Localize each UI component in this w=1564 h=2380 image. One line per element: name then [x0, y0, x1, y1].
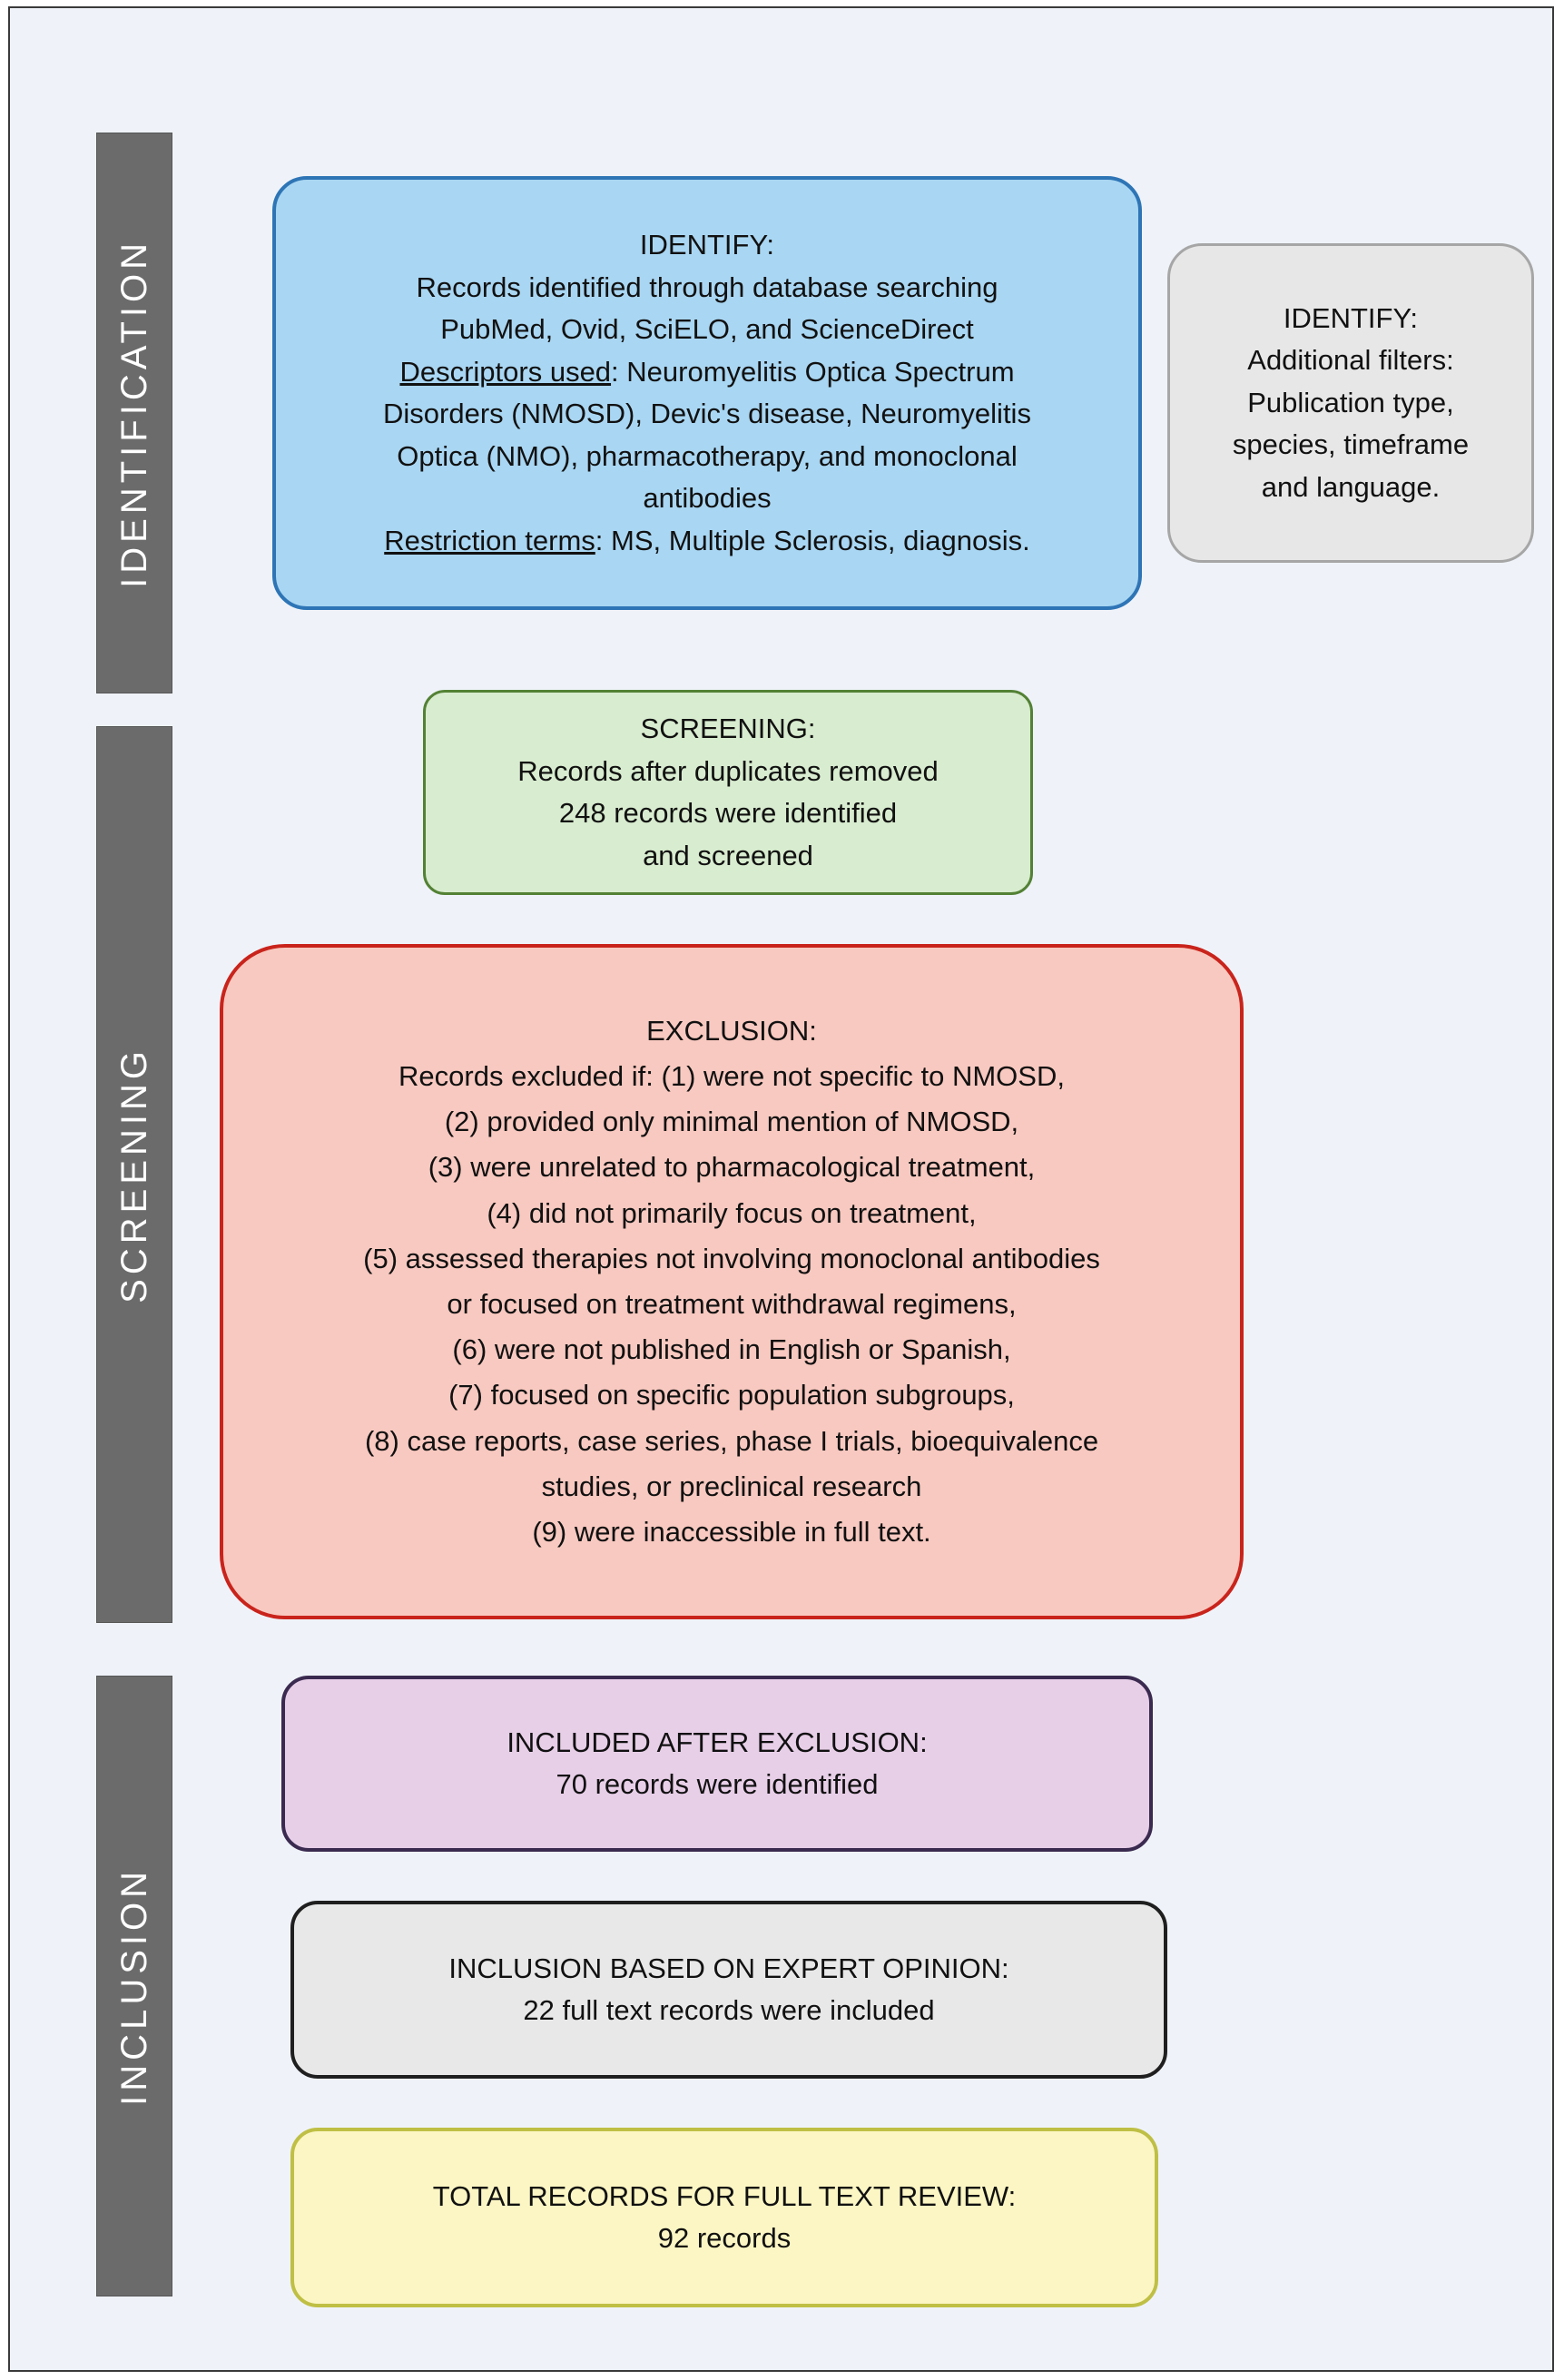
screening-box-line: Records after duplicates removed: [517, 754, 939, 787]
exclusion-item: (8) case reports, case series, phase I trials, bioequivalence: [364, 1424, 1099, 1457]
identify-box-line: antibodies: [643, 482, 772, 514]
screening-box: [423, 690, 1033, 895]
exclusion-item: (3) were unrelated to pharmacological treatment,: [428, 1151, 1036, 1184]
filters-box-line: and language.: [1261, 470, 1441, 503]
identify-box-line: Optica (NMO), pharmacotherapy, and monoclonal: [397, 439, 1018, 472]
restriction-terms-text: : MS, Multiple Sclerosis, diagnosis.: [595, 524, 1030, 556]
stage-label-inclusion: INCLUSION: [113, 1866, 154, 2106]
identify-box-line: Disorders (NMOSD), Devic's disease, Neuromyelitis: [383, 398, 1031, 429]
included-after-exclusion-box: [281, 1676, 1153, 1852]
filters-box-title: IDENTIFY:: [1283, 301, 1419, 334]
exclusion-box-title: EXCLUSION:: [646, 1014, 817, 1047]
total-box-line: 92 records: [657, 2222, 792, 2254]
expert-opinion-box: [290, 1901, 1167, 2079]
identify-box-line: [303, 351, 1111, 394]
screening-box-title: SCREENING:: [640, 713, 816, 744]
additional-filters-box: [1167, 243, 1534, 563]
exclusion-item: (7) focused on specific population subgroups,: [448, 1379, 1015, 1411]
identify-box: [272, 176, 1142, 610]
expert-box-line: 22 full text records were included: [523, 1994, 935, 2026]
screening-box-line: 248 records were identified: [558, 797, 898, 829]
expert-box-title: INCLUSION BASED ON EXPERT OPINION:: [448, 1952, 1009, 1984]
identify-box-line: PubMed, Ovid, SciELO, and ScienceDirect: [440, 313, 974, 345]
restriction-terms-label: Restriction terms: [384, 524, 595, 556]
stage-bar-screening: [96, 726, 172, 1623]
exclusion-item: (2) provided only minimal mention of NMOSD,: [444, 1106, 1019, 1138]
exclusion-item: (9) were inaccessible in full text.: [532, 1516, 931, 1549]
exclusion-item: (6) were not published in English or Spanish,: [452, 1333, 1011, 1366]
stage-bar-identification: [96, 133, 172, 693]
exclusion-item: (5) assessed therapies not involving monoclonal antibodies: [363, 1242, 1100, 1274]
identify-box-title: IDENTIFY:: [639, 229, 775, 261]
filters-box-line: species, timeframe: [1232, 428, 1470, 461]
filters-box-line: Additional filters:: [1247, 344, 1454, 377]
screening-box-line: and screened: [643, 839, 813, 871]
exclusion-item: (4) did not primarily focus on treatment,: [487, 1196, 977, 1229]
stage-label-screening: SCREENING: [113, 1046, 154, 1303]
descriptors-used-label: Descriptors used: [399, 355, 612, 388]
total-box-title: TOTAL RECORDS FOR FULL TEXT REVIEW:: [432, 2179, 1017, 2212]
included-box-title: INCLUDED AFTER EXCLUSION:: [507, 1726, 928, 1758]
exclusion-item: studies, or preclinical research: [541, 1470, 922, 1502]
filters-box-line: Publication type,: [1247, 386, 1454, 418]
stage-bar-inclusion: [96, 1676, 172, 2296]
exclusion-box: [220, 944, 1244, 1619]
stage-label-identification: IDENTIFICATION: [113, 238, 154, 588]
total-records-box: [290, 2128, 1158, 2307]
exclusion-item: or focused on treatment withdrawal regimens,: [447, 1288, 1017, 1320]
identify-box-line: [303, 520, 1111, 563]
exclusion-item: Records excluded if: (1) were not specific to NMOSD,: [398, 1059, 1065, 1092]
identify-box-line: Records identified through database searching: [416, 270, 998, 303]
included-box-line: 70 records were identified: [556, 1768, 879, 1800]
descriptors-used-text: : Neuromyelitis Optica Spectrum: [611, 355, 1015, 388]
